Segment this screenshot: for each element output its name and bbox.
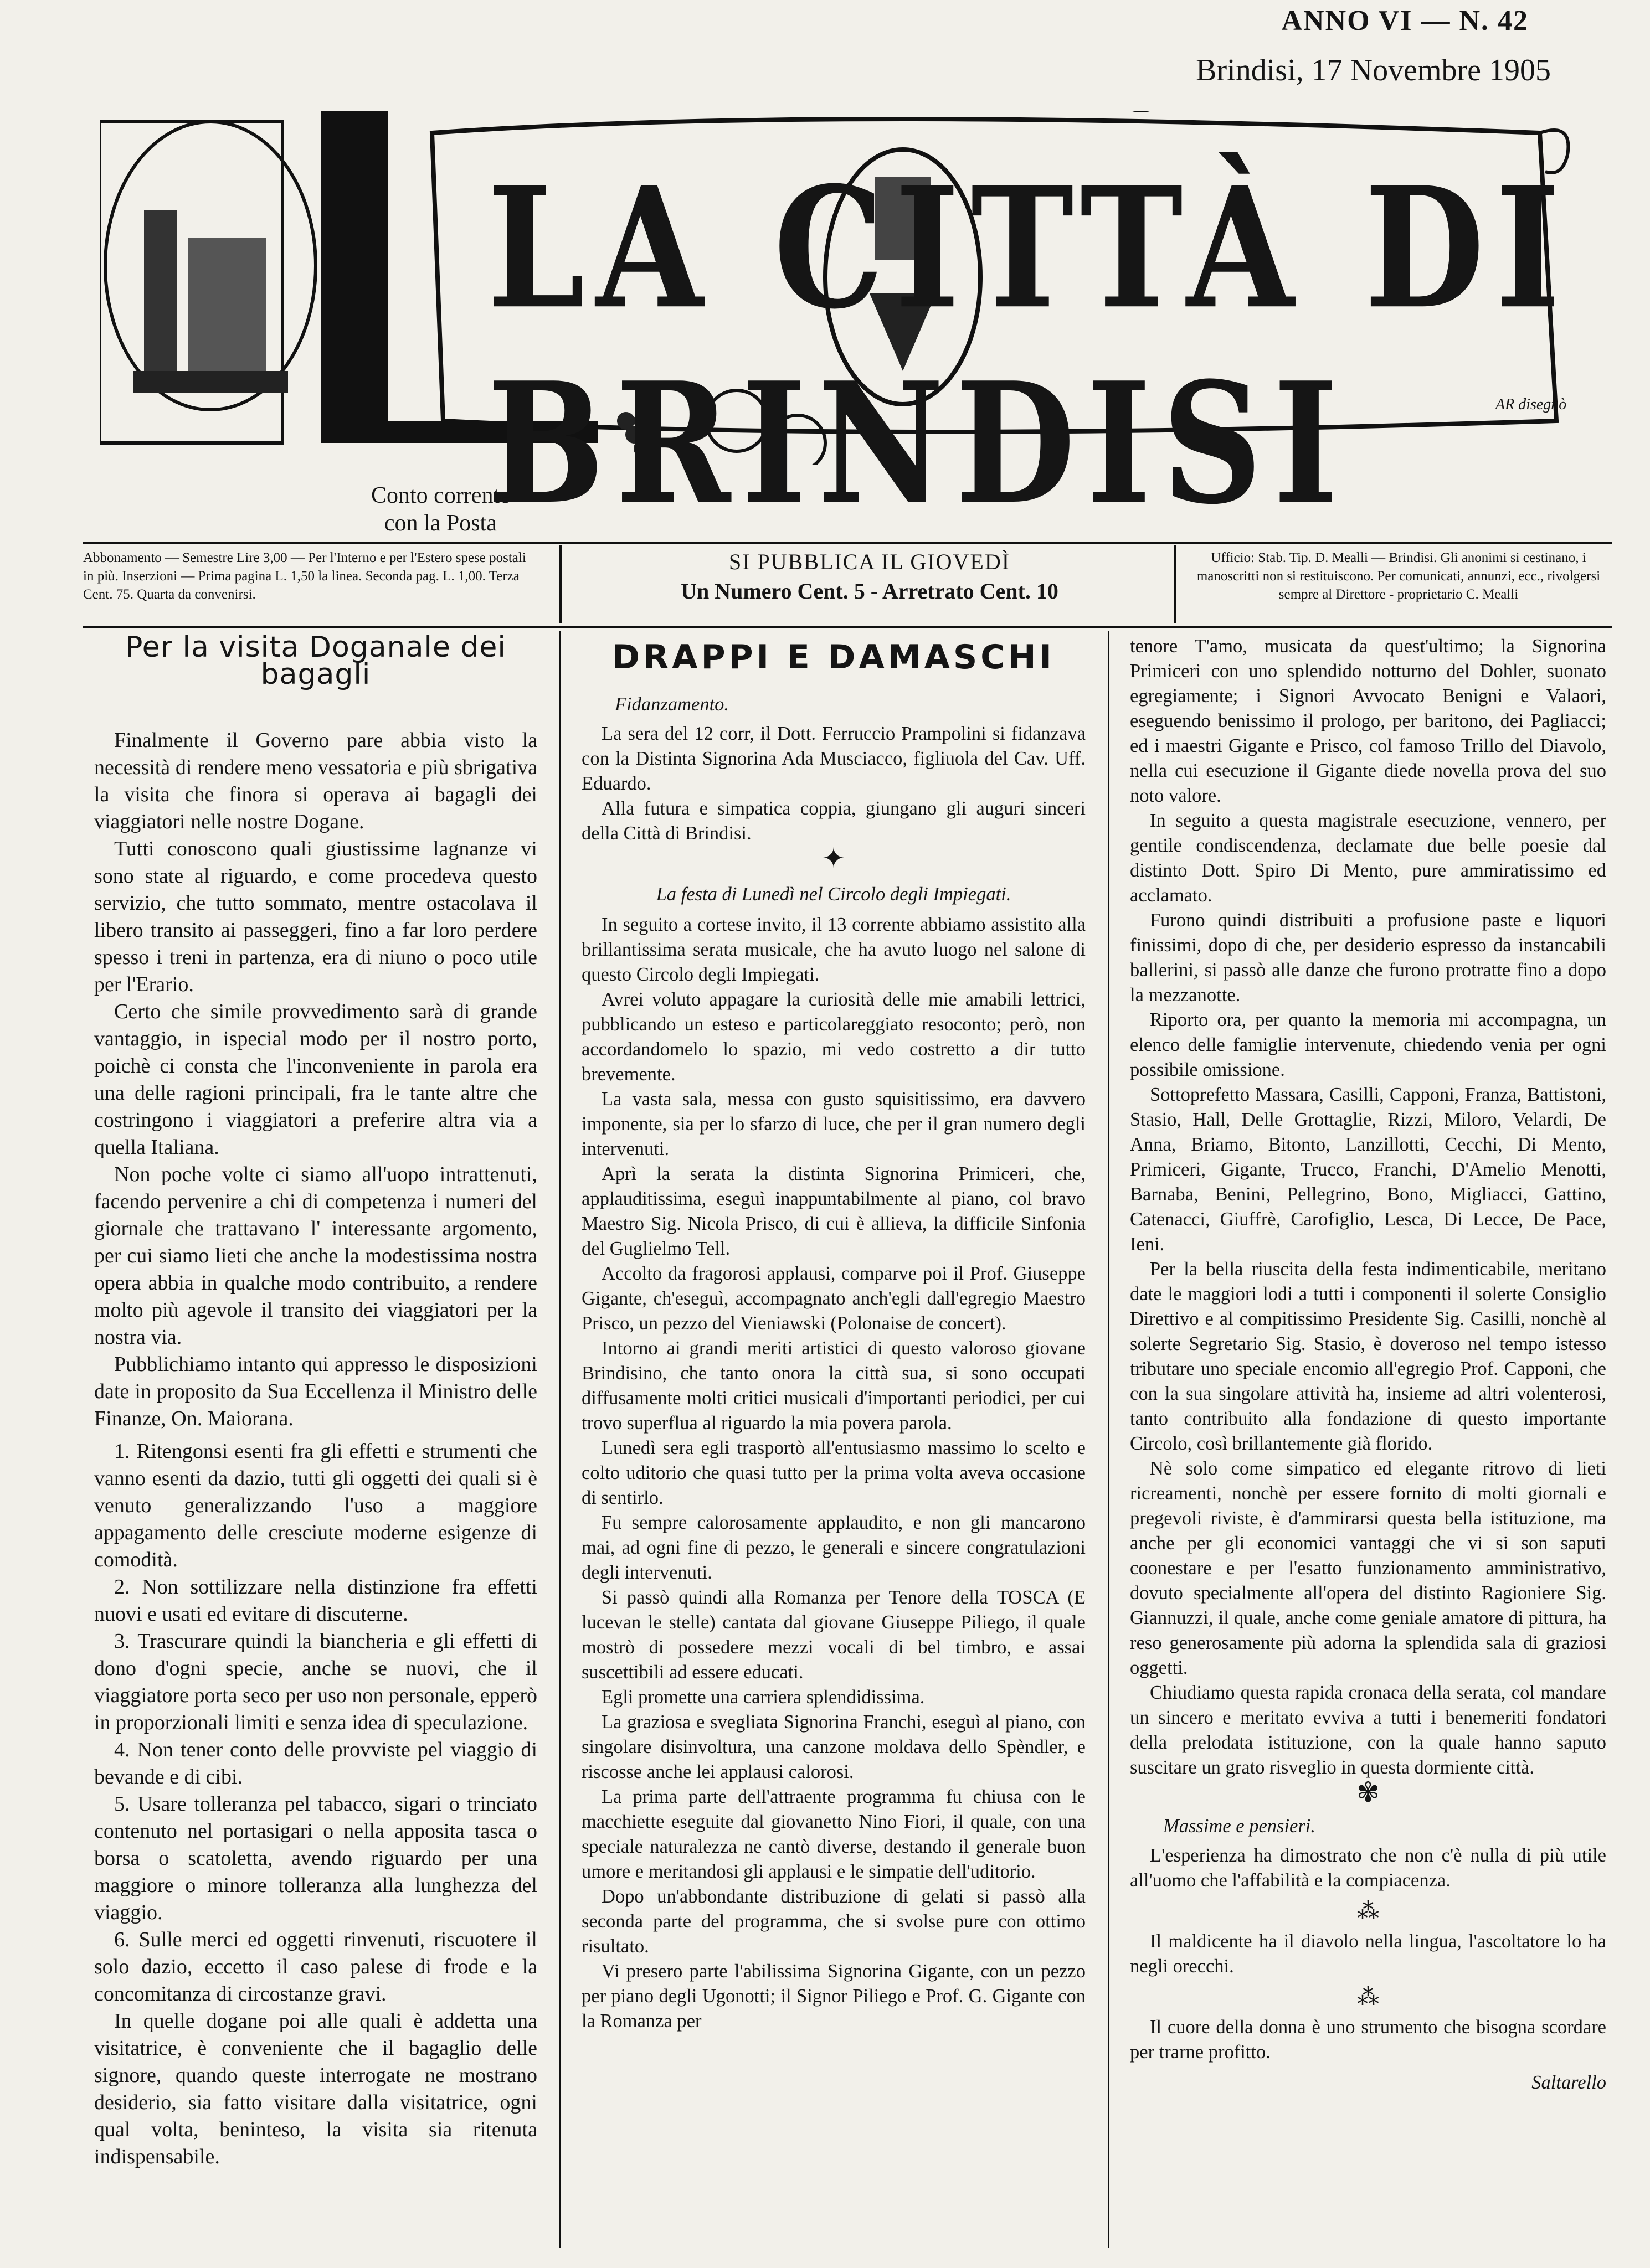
- section-title: DRAPPI E DAMASCHI: [612, 638, 1055, 677]
- paragraph: La prima parte dell'attraente programma fu chiusa con le macchiette eseguite dal giovanetto Nino Fiori, il quale, con una speciale naturalezza ne cantò diverse, destando il generale buon umore e meritandosi gli applausi e le simpatie dell'uditorio.: [582, 1786, 1086, 1882]
- publication-info: [582, 549, 1158, 604]
- paragraph: 4. Non tener conto delle provviste pel viaggio di bevande e di cibi.: [94, 1738, 537, 1788]
- paragraph: Intorno ai grandi meriti artistici di questo valoroso giovane Brindisino, che tanto onora la città sua, si sono occupati diffusamente molti critici musicali d'importanti periodici, per cui trovo superflua al riguardo la mia povera parola.: [582, 1338, 1086, 1434]
- paragraph: La sera del 12 corr, il Dott. Ferruccio Prampolini si fidanzava con la Distinta Signorina Ada Musciacco, figliuola del Cav. Uff. Eduardo.: [582, 723, 1086, 794]
- maxim: L'esperienza ha dimostrato che non c'è nulla di più utile all'uomo che l'affabilità e la compiacenza.: [1130, 1845, 1606, 1891]
- artist-signature: AR disegnò: [1495, 396, 1567, 413]
- paragraph: Certo che simile provvedimento sarà di grande vantaggio, in ispecial modo per il nostro porto, poichè ci consta che l'inconveniente in parola era una delle ragioni principali, fra le tante altre che costringono i viaggiatori a preferire altra via a quella Italiana.: [94, 1000, 537, 1159]
- office-info: Ufficio: Stab. Tip. D. Mealli — Brindisi. Gli anonimi si cestinano, i manoscritti non si restituiscono. Per comunicati, annunzi, ecc., rivolgersi sempre al Direttore - proprietario C. Mealli: [1196, 550, 1601, 602]
- paragraph: Dopo un'abbondante distribuzione di gelati si passò alla seconda parte del programma, che si svolse pure con ottimo risultato.: [582, 1886, 1086, 1957]
- conto-line-1: Conto corrente: [371, 483, 510, 508]
- bottom-rule: [83, 626, 1612, 628]
- column-divider-1: [559, 631, 561, 2248]
- paragraph: Finalmente il Governo pare abbia visto la necessità di rendere meno vessatoria e più sbrigativa la visita che finora si operava ai bagagli dei viaggiatori nelle nostre Dogane.: [94, 729, 537, 833]
- paragraph: Fu sempre calorosamente applaudito, e non gli mancarono mai, ad ogni fine di pezzo, le generali e sincere congratulazioni degli intervenuti.: [582, 1512, 1086, 1583]
- paragraph: Egli promette una carriera splendidissima.: [602, 1687, 925, 1708]
- paragraph: Pubblichiamo intanto qui appresso le disposizioni date in proposito da Sua Eccellenza il Ministro delle Finanze, On. Maiorana.: [94, 1353, 537, 1430]
- paragraph: Furono quindi distribuiti a profusione paste e liquori finissimi, dopo di che, per desiderio espresso da instancabili ballerini, si passò alle danze che furono protratte fino a dopo la mezzanotte.: [1130, 910, 1606, 1006]
- paragraph: Tutti conoscono quali giustissime lagnanze vi sono state al riguardo, e come procedeva questo servizio, che tutto sommato, mentre ostacolava il libero transito ai passeggeri, fino a far loro perdere spesso i treni in partenza, era di niuno o poco utile per l'Erario.: [94, 837, 537, 996]
- paragraph: Nè solo come simpatico ed elegante ritrovo di lieti ricreamenti, nonchè per essere fornito di molti giornali e pregevoli riviste, è d'ammirarsi questa bella istituzione, ma anche per gli economici vantaggi che vi si son saputi coonestare e per l'esatto funzionamento amministrativo, dovuto specialmente all'opera del distinto Ragioniere Sig. Giannuzzi, il quale, anche come geniale amatore di pittura, ha reso generosamente più adorna la splendida sala di graziosi oggetti.: [1130, 1458, 1606, 1678]
- article-drappi-e-damaschi: [582, 634, 1086, 2034]
- paragraph: 3. Trascurare quindi la biancheria e gli effetti di dono d'ogni specie, anche se nuovi, che il viaggiatore porta seco per uso non personale, epperò in proporzionali limiti e senza idea di speculazione.: [94, 1630, 537, 1734]
- paragraph: Non poche volte ci siamo all'uopo intrattenuti, facendo pervenire a chi di competenza i numeri del giornale che trattavano l' interessante argomento, per cui siamo lieti che anche la modestissima nostra opera abbia in qualche modo contribuito, a rendere molto più agevole il transito dei viaggiatori per la nostra via.: [94, 1163, 537, 1349]
- subscription-info: Abbonamento — Semestre Lire 3,00 — Per l'Interno e per l'Estero spese postali in più. Inserzioni — Prima pagina L. 1,50 la linea. Seconda pag. L. 1,00. Terza Cent. 75. Quarta da convenirsi.: [83, 550, 526, 602]
- beetle-ornament-icon: ✾: [1356, 1777, 1380, 1808]
- article-title: Per la visita Doganale dei bagagli: [125, 631, 506, 691]
- paragraph: Riporto ora, per quanto la memoria mi accompagna, un elenco delle famiglie intervenute, chiedendo venia per ogni possibile omissione.: [1130, 1009, 1606, 1080]
- paragraph: In seguito a cortese invito, il 13 corrente abbiamo assistito alla brillantissima serata musicale, che ha avuto luogo nel salone di questo Circolo degli Impiegati.: [582, 914, 1086, 985]
- postal-account-note: [371, 482, 510, 537]
- paragraph: La graziosa e svegliata Signorina Franchi, eseguì al piano, con singolare disinvoltura, una canzone moldava dello Spèndler, e riscosse anche lei applausi calorosi.: [582, 1712, 1086, 1782]
- subsection-title: La festa di Lunedì nel Circolo degli Impiegati.: [656, 884, 1011, 905]
- author-signature: Saltarello: [1531, 2072, 1606, 2093]
- paragraph: In quelle dogane poi alle quali è addetta una visitatrice, è conveniente che il bagaglio delle signore, quando queste interrogate ne mostrano desiderio, sia fatto visitare dalla visitatrice, ogni qual volta, beninteso, la visita sia ritenuta indispensabile.: [94, 2009, 537, 2168]
- newspaper-title: LA CITTÀ DI BRINDISI: [487, 150, 1571, 541]
- top-rule: [83, 542, 1612, 544]
- paragraph: Alla futura e simpatica coppia, giungano gli auguri sinceri della Città di Brindisi.: [582, 798, 1086, 844]
- paragraph: 1. Ritengonsi esenti fra gli effetti e strumenti che vanno esenti da dazio, tutti gli oggetti dei quali si è venuto generalizzando l'uso a maggiore appagamento delle cresciute moderne esigenze di comodità.: [94, 1440, 537, 1571]
- maxim: Il cuore della donna è uno strumento che bisogna scordare per trarne profitto.: [1130, 2017, 1606, 2063]
- subsection-title: Fidanzamento.: [615, 694, 729, 715]
- paragraph: Accolto da fragorosi applausi, comparve poi il Prof. Giuseppe Gigante, ch'eseguì, accompagnato anch'egli dall'egregio Maestro Prisco, un pezzo del Vieniawski (Polonaise de concert).: [582, 1263, 1086, 1334]
- paragraph: 2. Non sottilizzare nella distinzione fra effetti nuovi e usati ed evitare di discuterne.: [94, 1575, 537, 1626]
- paragraph: 6. Sulle merci ed oggetti rinvenuti, riscuotere il solo dazio, eccetto il caso palese di frode e la concomitanza di circostanze gravi.: [94, 1928, 537, 2006]
- price-line: Un Numero Cent. 5 - Arretrato Cent. 10: [681, 579, 1058, 604]
- conto-line-2: con la Posta: [384, 511, 497, 536]
- paragraph: Per la bella riuscita della festa indimenticabile, meritano date le maggiori lodi a tutti i componenti il solerte Consiglio Direttivo e al compitissimo Presidente Sig. Casilli, nonchè al solerte Segretario Sig. Stasio, è doveroso nel tempo istesso tributare uno speciale encomio all'egregio Prof. Capponi, che con la sua singolare attività ha, insieme ad altri volenterosi, tanto contribuito alla fondazione di questo importante Circolo, così brillantemente già florido.: [1130, 1259, 1606, 1454]
- dateline: Brindisi, 17 Novembre 1905: [1196, 53, 1551, 87]
- article-visita-doganale: [94, 631, 537, 2171]
- asterism: ⁂: [1357, 1899, 1379, 1924]
- masthead: [100, 0, 1595, 541]
- paragraph: La vasta sala, messa con gusto squisitissimo, era davvero imponente, sia per lo sfarzo di luce, che per il gran numero degli intervenuti.: [582, 1089, 1086, 1159]
- asterism: ⁂: [1357, 1984, 1379, 2009]
- strip-divider-left: [559, 545, 562, 623]
- paragraph: Sottoprefetto Massara, Casilli, Capponi, Franza, Battistoni, Stasio, Hall, Delle Grottaglie, Rizzi, Miloro, Velardi, De Anna, Briamo, Bitonto, Lanzillotti, Cecchi, Di Mento, Primiceri, Gigante, Trucco, Franchi, D'Amelio Menotti, Barnaba, Benini, Pellegrino, Bono, Migliacci, Gattino, Catenacci, Giuffrè, Carofiglio, Lesca, Di Lecce, De Pace, Ieni.: [1130, 1084, 1606, 1255]
- bird-ornament-icon: ✦: [822, 843, 845, 874]
- publication-day: SI PUBBLICA IL GIOVEDÌ: [728, 549, 1011, 574]
- paragraph: Vi presero parte l'abilissima Signorina Gigante, con un pezzo per piano degli Ugonotti; il Signor Piliego e Prof. G. Gigante con la Romanza per: [582, 1961, 1086, 2032]
- paragraph: In seguito a questa magistrale esecuzione, vennero, per gentile condiscendenza, declamate due belle poesie dal distinto Dott. Spiro Di Mento, pure ammiratissimo ed acclamato.: [1130, 810, 1606, 906]
- paragraph: tenore T'amo, musicata da quest'ultimo; la Signorina Primiceri con uno splendido notturno del Dohler, suonato egregiamente; i Signori Avvocato Benigni e Valaori, eseguendo benissimo il prologo, per baritono, dei Pagliacci; ed i maestri Gigante e Prisco, col famoso Trillo del Diavolo, nella cui esecuzione il Gigante diede novella prova del suo noto valore.: [1130, 636, 1606, 806]
- subsection-title: Massime e pensieri.: [1163, 1816, 1315, 1837]
- paragraph: 5. Usare tolleranza pel tabacco, sigari o trinciato contenuto nel portasigari o nella apposita tasca o borsa o scatoletta, avendo riguardo per una maggiore o minore tolleranza alla lunghezza del viaggio.: [94, 1792, 537, 1924]
- issue-number: ANNO VI — N. 42: [1281, 5, 1529, 37]
- paragraph: Si passò quindi alla Romanza per Tenore della TOSCA (E lucevan le stelle) cantata dal giovane Giuseppe Piliego, il quale mostrò di possedere mezzi vocali di bel timbro, e assai suscettibili ad essere educati.: [582, 1587, 1086, 1683]
- paragraph: Chiudiamo questa rapida cronaca della serata, col mandare un sincero e meritato evviva a tutti i benemeriti fondatori della prelodata istituzione, con la quale hanno saputo suscitare un grato risveglio in questa dormiente città.: [1130, 1682, 1606, 1778]
- column-divider-2: [1108, 631, 1109, 2248]
- strip-divider-right: [1174, 545, 1176, 623]
- article-continuation: [1130, 634, 1606, 2095]
- paragraph: Lunedì sera egli trasportò all'entusiasmo massimo lo scelto e colto uditorio che quasi tutto per la prima volta aveva occasione di sentirlo.: [582, 1437, 1086, 1508]
- paragraph: Avrei voluto appagare la curiosità delle mie amabili lettrici, pubblicando un esteso e particolareggiato resoconto; però, non accordandomelo lo spazio, mi vedo costretto a dir tutto brevemente.: [582, 989, 1086, 1085]
- maxim: Il maldicente ha il diavolo nella lingua, l'ascoltatore lo ha negli orecchi.: [1130, 1931, 1606, 1977]
- subscription-strip: [83, 545, 1612, 628]
- paragraph: Aprì la serata la distinta Signorina Primiceri, che, applauditissima, eseguì inappuntabilmente al piano, col bravo Maestro Sig. Nicola Prisco, di cui è allieva, la difficile Sinfonia del Guglielmo Tell.: [582, 1163, 1086, 1259]
